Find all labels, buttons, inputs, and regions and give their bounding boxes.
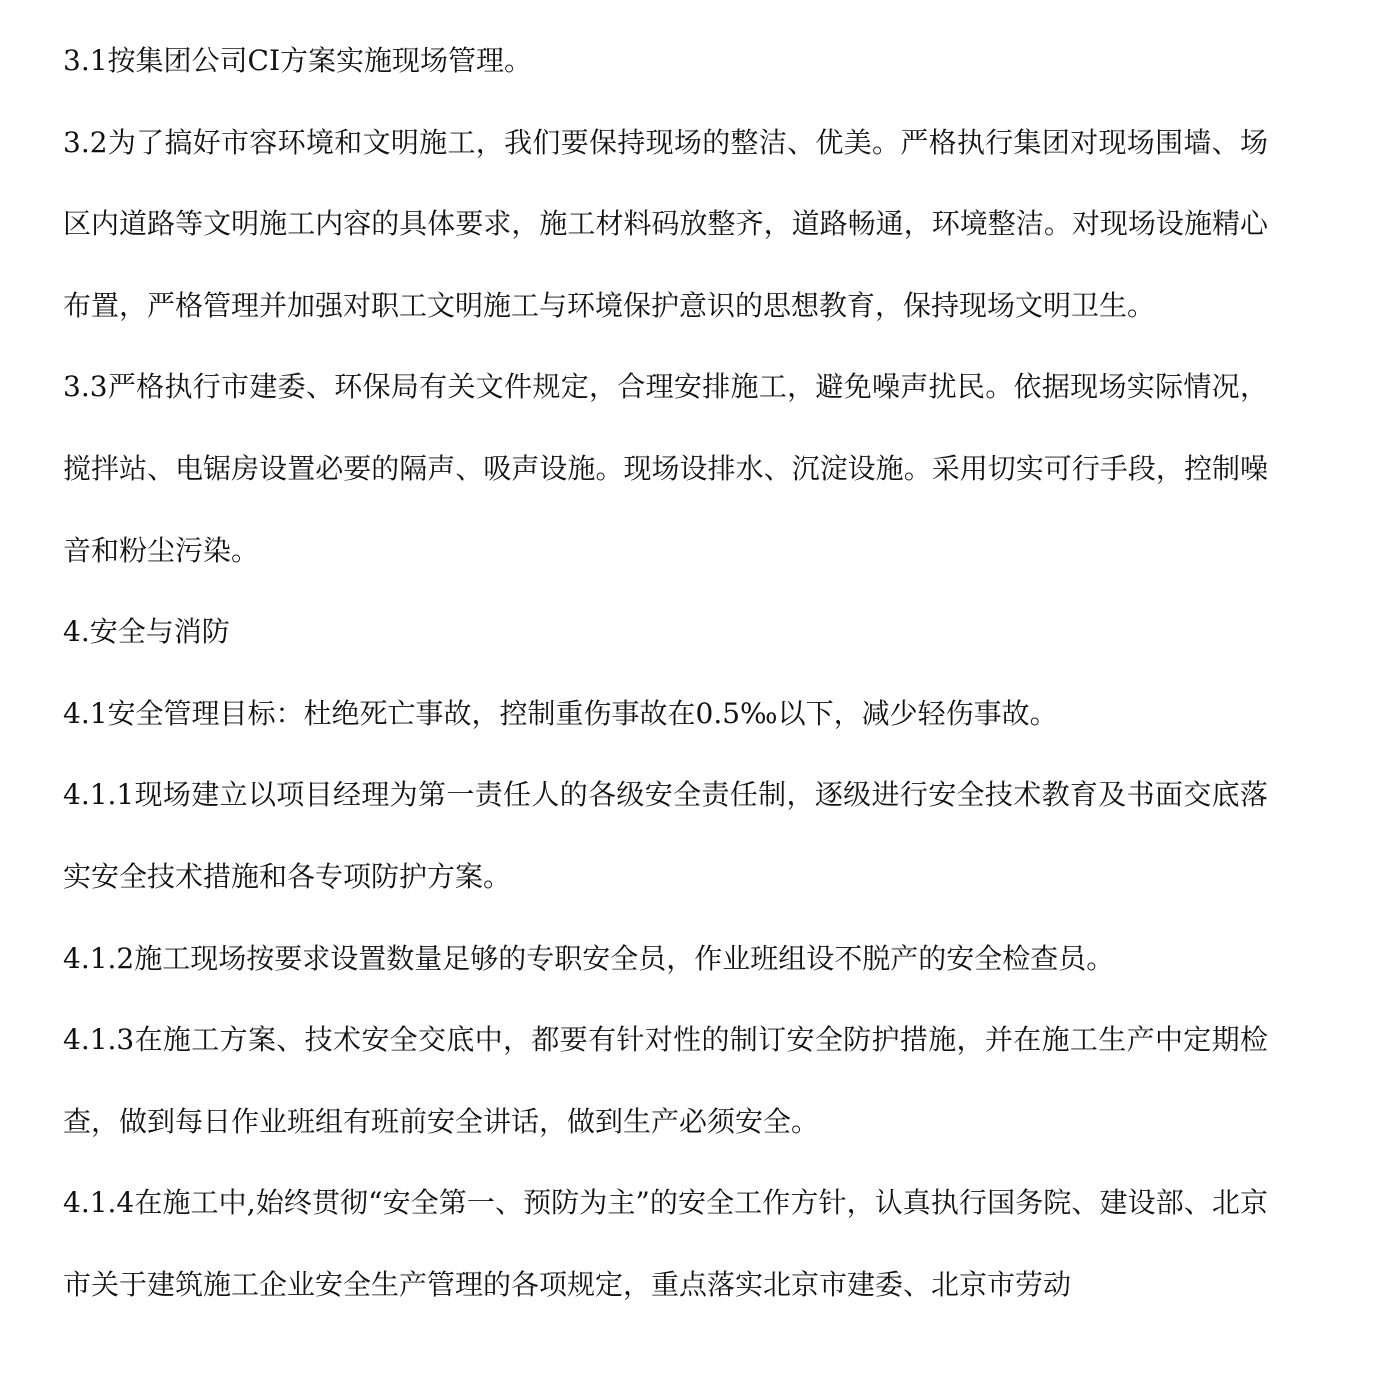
paragraph-4-1-4: 4.1.4在施工中,始终贯彻“安全第一、预防为主”的安全工作方针，认真执行国务院、建设部、北京市关于建筑施工企业安全生产管理的各项规定，重点落实北京市建委、北京市劳动: [63, 1186, 1268, 1301]
paragraph-3-1: 3.1按集团公司CI方案实施现场管理。: [63, 44, 533, 77]
document-body: [63, 20, 1268, 1326]
paragraph-4-1-2: 4.1.2施工现场按要求设置数量足够的专职安全员，作业班组设不脱产的安全检查员。: [63, 941, 1115, 975]
section-heading-4: 4.安全与消防: [63, 615, 230, 649]
paragraph-4-1-1: 4.1.1现场建立以项目经理为第一责任人的各级安全责任制，逐级进行安全技术教育及书面交底落实安全技术措施和各专项防护方案。: [63, 778, 1268, 893]
paragraph-4-1-3: 4.1.3在施工方案、技术安全交底中，都要有针对性的制订安全防护措施，并在施工生产中定期检查，做到每日作业班组有班前安全讲话，做到生产必须安全。: [63, 1023, 1268, 1138]
paragraph-3-2: 3.2为了搞好市容环境和文明施工，我们要保持现场的整洁、优美。严格执行集团对现场围墙、场区内道路等文明施工内容的具体要求，施工材料码放整齐，道路畅通，环境整洁。对现场设施精心布置，严格管理并加强对职工文明施工与环境保护意识的思想教育，保持现场文明卫生。: [63, 125, 1268, 322]
paragraph-4-1: 4.1安全管理目标：杜绝死亡事故，控制重伤事故在0.5‰以下，减少轻伤事故。: [63, 696, 1058, 730]
paragraph-3-3: 3.3严格执行市建委、环保局有关文件规定，合理安排施工，避免噪声扰民。依据现场实际情况，搅拌站、电锯房设置必要的隔声、吸声设施。现场设排水、沉淀设施。采用切实可行手段，控制噪音和粉尘污染。: [63, 370, 1268, 567]
